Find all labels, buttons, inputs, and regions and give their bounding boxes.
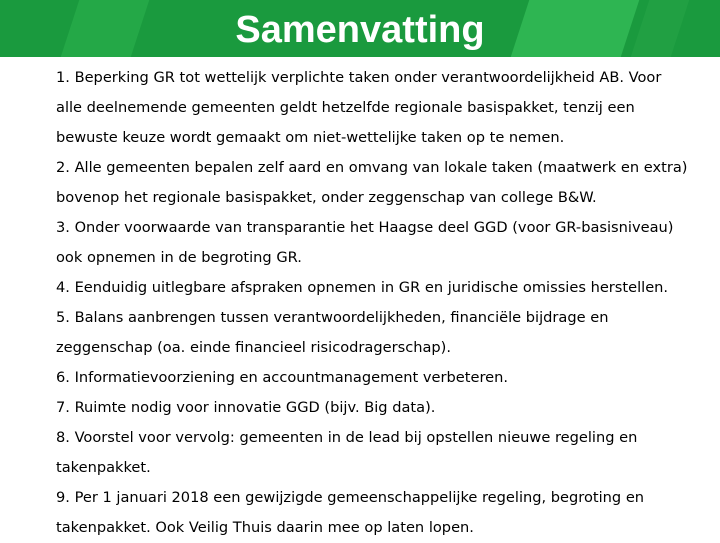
summary-line: 4. Eenduidig uitlegbare afspraken opnemen in GR en juridische omissies herstellen. xyxy=(56,279,669,296)
title-banner xyxy=(0,0,720,57)
summary-line: 7. Ruimte nodig voor innovatie GGD (bijv. Big data). xyxy=(56,399,436,416)
summary-line: bewuste keuze wordt gemaakt om niet-wettelijke taken op te nemen. xyxy=(56,129,565,146)
summary-line: 8. Voorstel voor vervolg: gemeenten in de lead bij opstellen nieuwe regeling en xyxy=(56,429,638,446)
summary-line: zeggenschap (oa. einde financieel risicodragerschap). xyxy=(56,339,452,356)
summary-line: alle deelnemende gemeenten geldt hetzelfde regionale basispakket, tenzij een xyxy=(56,99,635,116)
summary-line: ook opnemen in de begroting GR. xyxy=(56,249,302,266)
summary-line: 9. Per 1 januari 2018 een gewijzigde gemeenschappelijke regeling, begroting en xyxy=(56,489,645,506)
summary-line: takenpakket. xyxy=(56,459,151,476)
summary-line: 2. Alle gemeenten bepalen zelf aard en omvang van lokale taken (maatwerk en extra) xyxy=(56,159,688,176)
summary-list xyxy=(56,63,706,543)
slide-title: Samenvatting xyxy=(235,9,485,51)
summary-line: 6. Informatievoorziening en accountmanagement verbeteren. xyxy=(56,369,508,386)
summary-line: bovenop het regionale basispakket, onder zeggenschap van college B&W. xyxy=(56,189,597,206)
summary-line: takenpakket. Ook Veilig Thuis daarin mee op laten lopen. xyxy=(56,519,474,536)
summary-line: 3. Onder voorwaarde van transparantie het Haagse deel GGD (voor GR-basisniveau) xyxy=(56,219,674,236)
summary-line: 5. Balans aanbrengen tussen verantwoordelijkheden, financiële bijdrage en xyxy=(56,309,609,326)
summary-line: 1. Beperking GR tot wettelijk verplichte taken onder verantwoordelijkheid AB. Voor xyxy=(56,69,662,86)
